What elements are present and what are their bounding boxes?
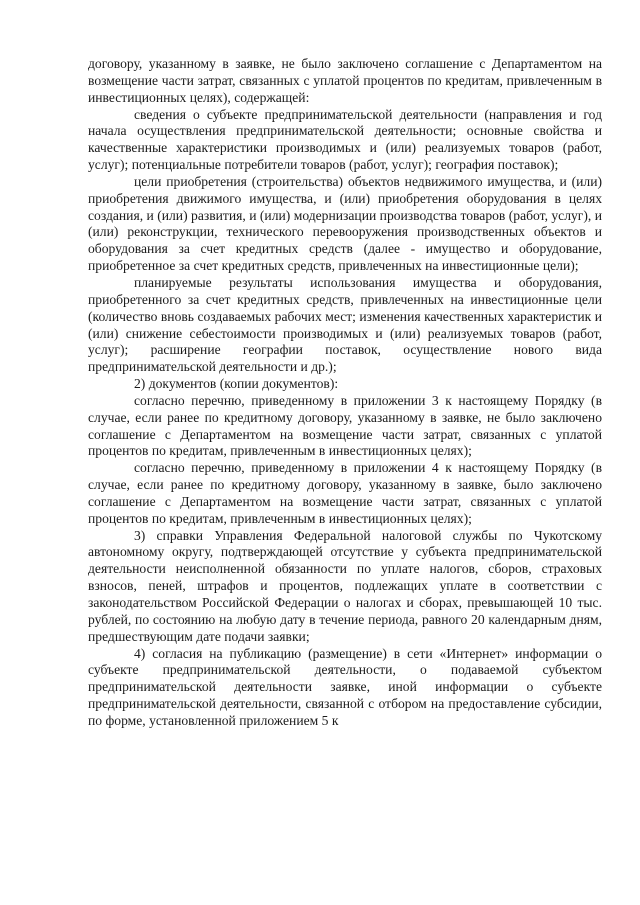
paragraph-2: сведения о субъекте предпринимательской деятельности (направления и год начала осуществления предпринимательской деятельности; основные свойства и качественные характеристики производимых и (или) реализуемых товаров (работ, услуг); потенциальные потребители товаров (работ, услуг); география поставок);: [88, 106, 602, 173]
paragraph-8: 3) справки Управления Федеральной налоговой службы по Чукотскому автономному округу, подтверждающей отсутствие у субъекта предпринимательской деятельности неисполненной обязанности по уплате налогов, сборов, страховых взносов, пеней, штрафов и процентов, подлежащих уплате в соответствии с законодательством Российской Федерации о налогах и сборах, превышающей 10 тыс. рублей, по состоянию на любую дату в течение периода, равного 20 календарным дням, предшествующим дате подачи заявки;: [88, 527, 602, 644]
document-page: [88, 56, 602, 730]
paragraph-5: 2) документов (копии документов):: [134, 376, 339, 392]
paragraph-4: планируемые результаты использования имущества и оборудования, приобретенного за счет кредитных средств, привлеченных на инвестиционные цели (количество вновь создаваемых рабочих мест; изменения качественных характеристик и (или) снижение себестоимости производимых и (или) реализуемых товаров (работ, услуг); расширение географии поставок, осуществление нового вида предпринимательской деятельности и др.);: [88, 274, 602, 375]
paragraph-6: согласно перечню, приведенному в приложении 3 к настоящему Порядку (в случае, если ранее по кредитному договору, указанному в заявке, не было заключено соглашение с Департаментом на возмещение части затрат, связанных с уплатой процентов по кредитам, привлеченным в инвестиционных целях);: [88, 392, 602, 459]
paragraph-3: цели приобретения (строительства) объектов недвижимого имущества, и (или) приобретения движимого имущества, и (или) приобретения оборудования в целях создания, и (или) развития, и (или) модернизации производства товаров (работ, услуг), и (или) реконструкции, технического перевооружения производственных объектов и оборудования за счет кредитных средств (далее - имущество и оборудование, приобретенное за счет кредитных средств, привлеченных на инвестиционные цели);: [88, 173, 602, 274]
paragraph-9: 4) согласия на публикацию (размещение) в сети «Интернет» информации о субъекте предпринимательской деятельности, о подаваемой субъектом предпринимательской деятельности заявке, иной информации о субъекте предпринимательской деятельности, связанной с отбором на предоставление субсидии, по форме, установленной приложением 5 к: [88, 645, 602, 728]
paragraph-7: согласно перечню, приведенному в приложении 4 к настоящему Порядку (в случае, если ранее по кредитному договору, указанному в заявке, было заключено соглашение с Департаментом на возмещение части затрат, связанных с уплатой процентов по кредитам, привлеченным в инвестиционных целях);: [88, 460, 602, 526]
paragraph-1: договору, указанному в заявке, не было заключено соглашение с Департаментом на возмещение части затрат, связанных с уплатой процентов по кредитам, привлеченным в инвестиционных целях), содержащей:: [88, 56, 602, 105]
